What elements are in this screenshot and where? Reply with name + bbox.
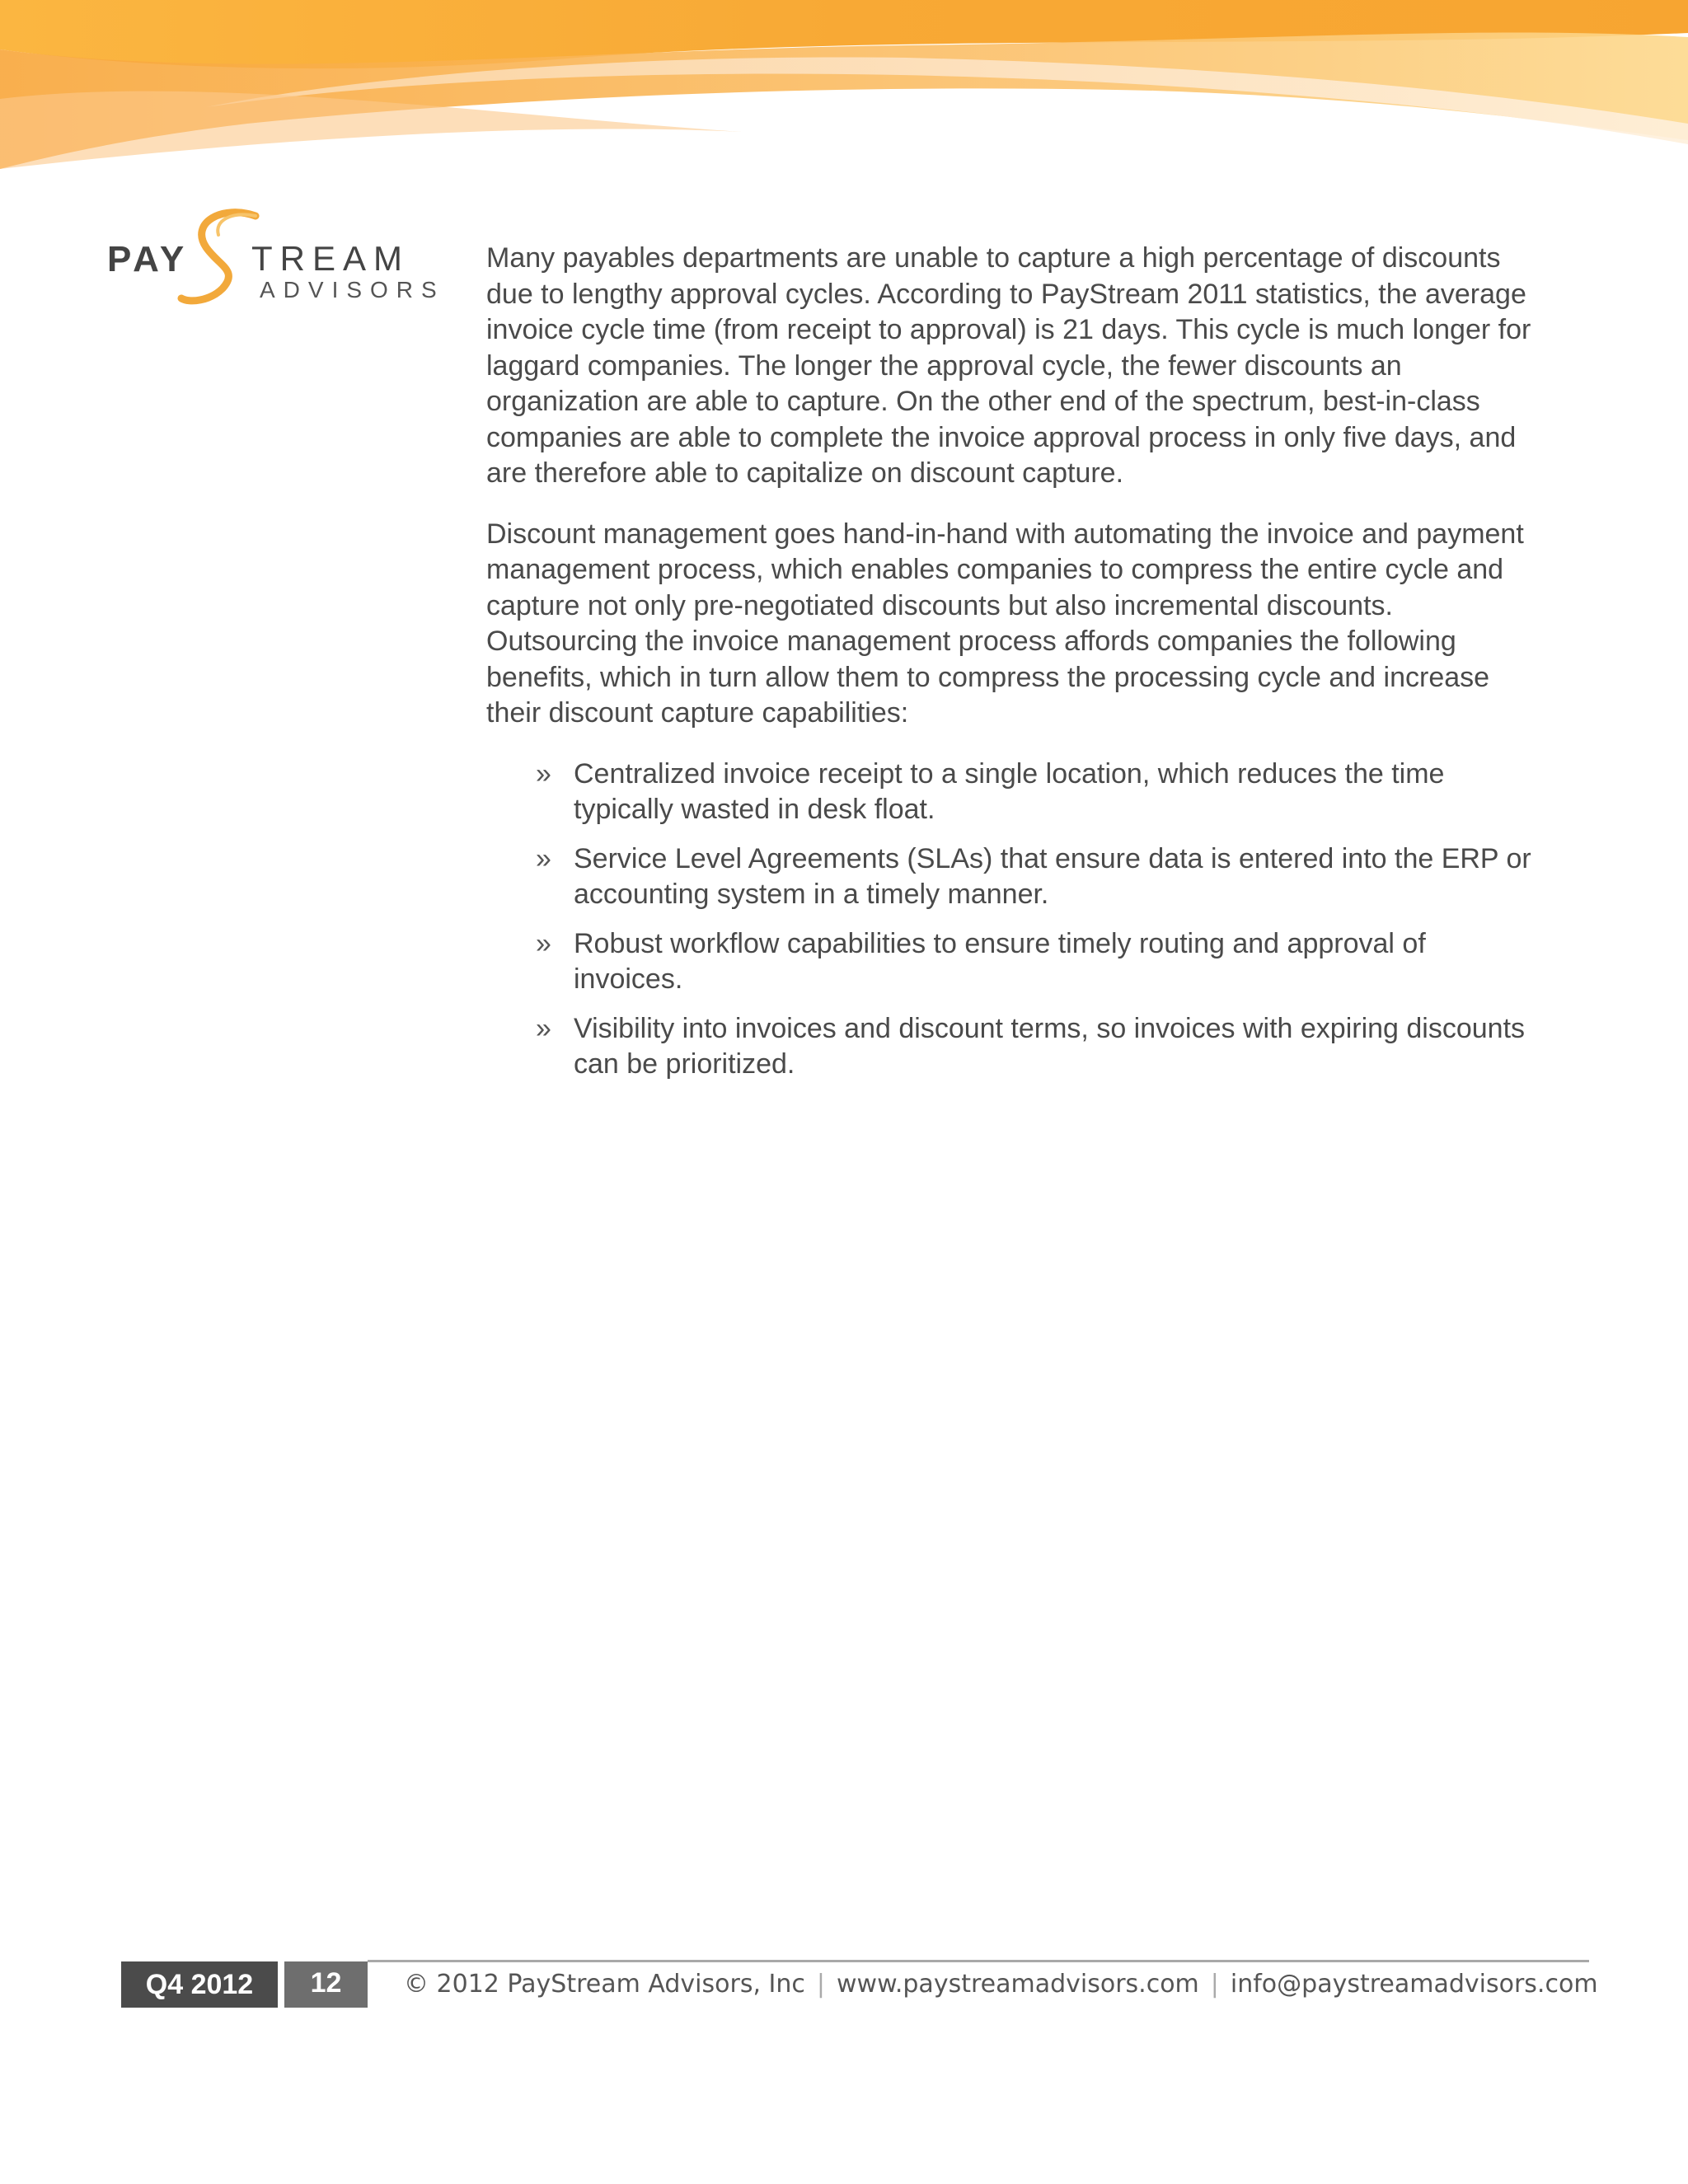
page-number: 12 [284,1961,368,2008]
list-item-text: Centralized invoice receipt to a single location, which reduces the time typically wasted in desk float. [574,757,1445,825]
bullet-chevron-icon: » [536,842,551,874]
paragraph-2: Discount management goes hand-in-hand with automating the invoice and payment management process, which enables companies to compress the entire cycle and capture not only pre-negotiated discounts but also incremental discounts. Outsourcing the invoice management process affords companies the following benefits, which in turn allow them to compress the processing cycle and increase their discount capture capabilities: [486,518,1524,729]
paystream-logo [103,206,445,313]
copyright-text: © 2012 PayStream Advisors, Inc [404,1970,805,1999]
list-item [486,757,1541,828]
list-item-text: Service Level Agreements (SLAs) that ensure data is entered into the ERP or accounting system in a timely manner. [574,842,1531,910]
footer-separator: | [1210,1970,1219,1999]
bullet-chevron-icon: » [536,927,551,959]
website-link[interactable]: www.paystreamadvisors.com [837,1970,1199,1999]
page-footer [0,1953,1688,2011]
email-link[interactable]: info@paystreamadvisors.com [1230,1970,1598,1999]
footer-contact [404,1970,1598,1999]
bullet-chevron-icon: » [536,1012,551,1044]
logo-s-swoosh-icon [173,206,264,313]
quarter-badge: Q4 2012 [121,1961,278,2008]
logo-advisors-text: ADVISORS [260,277,445,302]
list-item-text: Visibility into invoices and discount terms, so invoices with expiring discounts can be prioritized. [574,1012,1526,1080]
footer-divider [368,1960,1589,1962]
list-item [486,926,1541,998]
list-item [486,841,1541,913]
footer-separator: | [816,1970,825,1999]
main-content [486,241,1541,1096]
paragraph-1: Many payables departments are unable to capture a high percentage of discounts due to lengthy approval cycles. According to PayStream 2011 statistics, the average invoice cycle time (from receipt to approval) is 21 days. This cycle is much longer for laggard companies. The longer the approval cycle, the fewer discounts an organization are able to capture. On the other end of the spectrum, best-in-class companies are able to complete the invoice approval process in only five days, and are therefore able to capitalize on discount capture. [486,242,1531,489]
list-item-text: Robust workflow capabilities to ensure timely routing and approval of invoices. [574,927,1426,995]
bullet-chevron-icon: » [536,757,551,790]
logo-pay-text: PAY [107,239,189,279]
logo-stream-text: TREAM [251,239,410,278]
benefits-list [486,757,1541,1083]
header-wave-decoration [0,0,1688,190]
list-item [486,1011,1541,1083]
